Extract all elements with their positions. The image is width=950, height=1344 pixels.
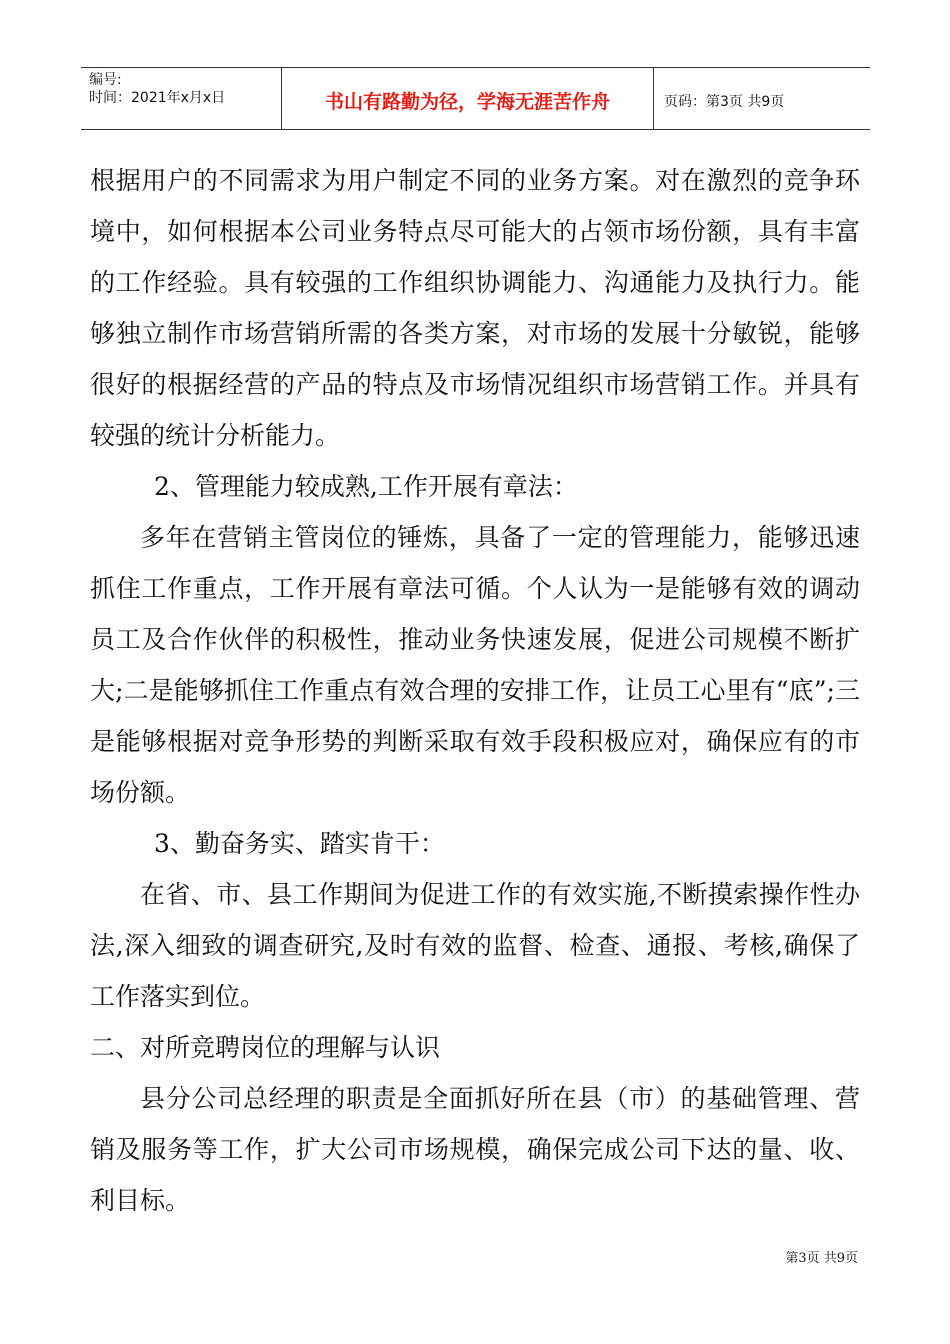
- body-paragraph: 多年在营销主管岗位的锤炼，具备了一定的管理能力，能够迅速抓住工作重点，工作开展有章法可循。个人认为一是能够有效的调动员工及合作伙伴的积极性，推动业务快速发展，促进公司规模不断扩大;二是能够抓住工作重点有效合理的安排工作，让员工心里有“底”;三是能够根据对竞争形势的判断采取有效手段积极应对，确保应有的市场份额。: [90, 523, 860, 807]
- page-header: [81, 67, 870, 130]
- document-body: [90, 155, 860, 1226]
- header-meta: [81, 68, 282, 129]
- section-subheading: 2、管理能力较成熟,工作开展有章法：: [154, 472, 578, 501]
- header-page-info: 页码：第3页 共9页: [664, 93, 785, 110]
- document-number-label: 编号:: [89, 72, 122, 88]
- body-paragraph: 县分公司总经理的职责是全面抓好所在县（市）的基础管理、营销及服务等工作，扩大公司市场规模，确保完成公司下达的量、收、利目标。: [90, 1084, 860, 1215]
- body-paragraph: 在省、市、县工作期间为促进工作的有效实施,不断摸索操作性办法,深入细致的调查研究,及时有效的监督、检查、通报、考核,确保了工作落实到位。: [90, 880, 860, 1011]
- section-subheading: 3、勤奋务实、踏实肯干：: [154, 829, 445, 858]
- section-heading: 二、对所竞聘岗位的理解与认识: [90, 1033, 441, 1062]
- document-time-label: 时间：2021年x月x日: [89, 90, 226, 106]
- page-footer: 第3页 共9页: [785, 1251, 858, 1266]
- header-motto: 书山有路勤为径，学海无涯苦作舟: [282, 68, 654, 129]
- body-paragraph: 根据用户的不同需求为用户制定不同的业务方案。对在激烈的竞争环境中，如何根据本公司业务特点尽可能大的占领市场份额，具有丰富的工作经验。具有较强的工作组织协调能力、沟通能力及执行力。能够独立制作市场营销所需的各类方案，对市场的发展十分敏锐，能够很好的根据经营的产品的特点及市场情况组织市场营销工作。并具有较强的统计分析能力。: [90, 166, 860, 450]
